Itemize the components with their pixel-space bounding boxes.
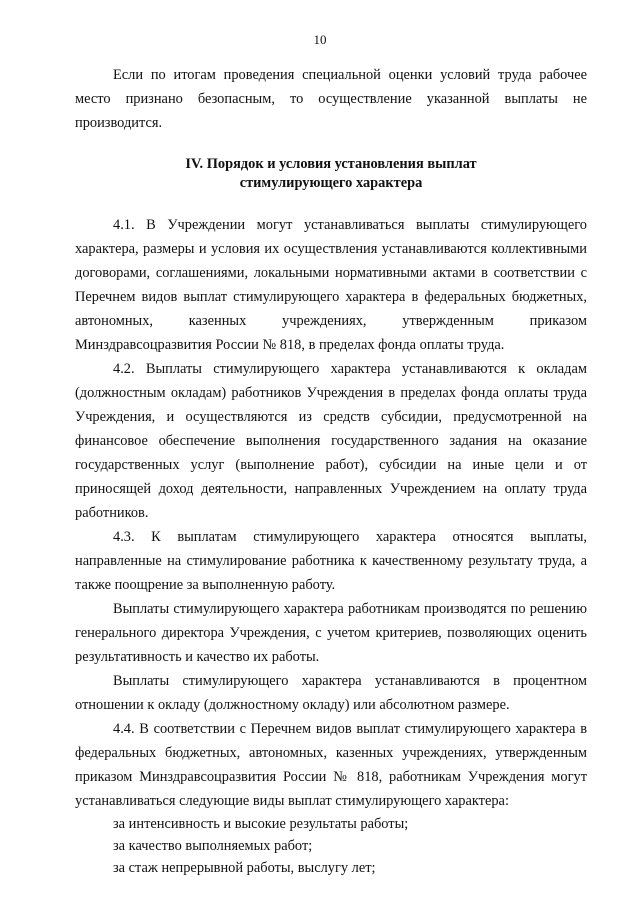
document-body: [75, 63, 587, 879]
page-number: 10: [313, 32, 327, 47]
list-item: за качество выполняемых работ;: [113, 838, 313, 854]
section-heading-line-2: стимулирующего характера: [239, 175, 423, 191]
list-item: за стаж непрерывной работы, выслугу лет;: [113, 860, 376, 876]
list-item: за интенсивность и высокие результаты работы;: [113, 816, 409, 832]
section-heading-line-1: IV. Порядок и условия установления выплат: [185, 156, 477, 172]
paragraph-4-4: 4.4. В соответствии с Перечнем видов выплат стимулирующего характера в федеральных бюджетных, автономных, казенных учреждениях, утвержденным приказом Минздравсоцразвития России № 818, работникам Учреждения могут устанавливаться следующие виды выплат стимулирующего характера:: [75, 721, 587, 809]
paragraph-4-3: 4.3. К выплатам стимулирующего характера относятся выплаты, направленные на стимулирование работника к качественному результату труда, а также поощрение за выполненную работу.: [75, 529, 587, 593]
paragraph-payments-percent: Выплаты стимулирующего характера устанавливаются в процентном отношении к окладу (должностному окладу) или абсолютном размере.: [75, 673, 587, 713]
section-heading: [75, 155, 587, 193]
paragraph-4-1: 4.1. В Учреждении могут устанавливаться выплаты стимулирующего характера, размеры и условия их осуществления устанавливаются коллективными договорами, соглашениями, локальными нормативными актами в соответствии с Перечнем видов выплат стимулирующего характера в федеральных бюджетных, автономных, казенных учреждениях, утвержденным приказом Минздравсоцразвития России № 818, в пределах фонда оплаты труда.: [75, 217, 587, 353]
intro-paragraph: Если по итогам проведения специальной оценки условий труда рабочее место признано безопасным, то осуществление указанной выплаты не производится.: [75, 67, 587, 131]
paragraph-4-2: 4.2. Выплаты стимулирующего характера устанавливаются к окладам (должностным окладам) работников Учреждения в пределах фонда оплаты труда Учреждения, и осуществляются из средств субсидии, предусмотренной на финансовое обеспечение выполнения государственного задания на оказание государственных услуг (выполнение работ), субсидии на иные цели и от приносящей доход деятельности, направленных Учреждением на оплату труда работников.: [75, 361, 587, 521]
paragraph-payments-decision: Выплаты стимулирующего характера работникам производятся по решению генерального директора Учреждения, с учетом критериев, позволяющих оценить результативность и качество их работы.: [75, 601, 587, 665]
